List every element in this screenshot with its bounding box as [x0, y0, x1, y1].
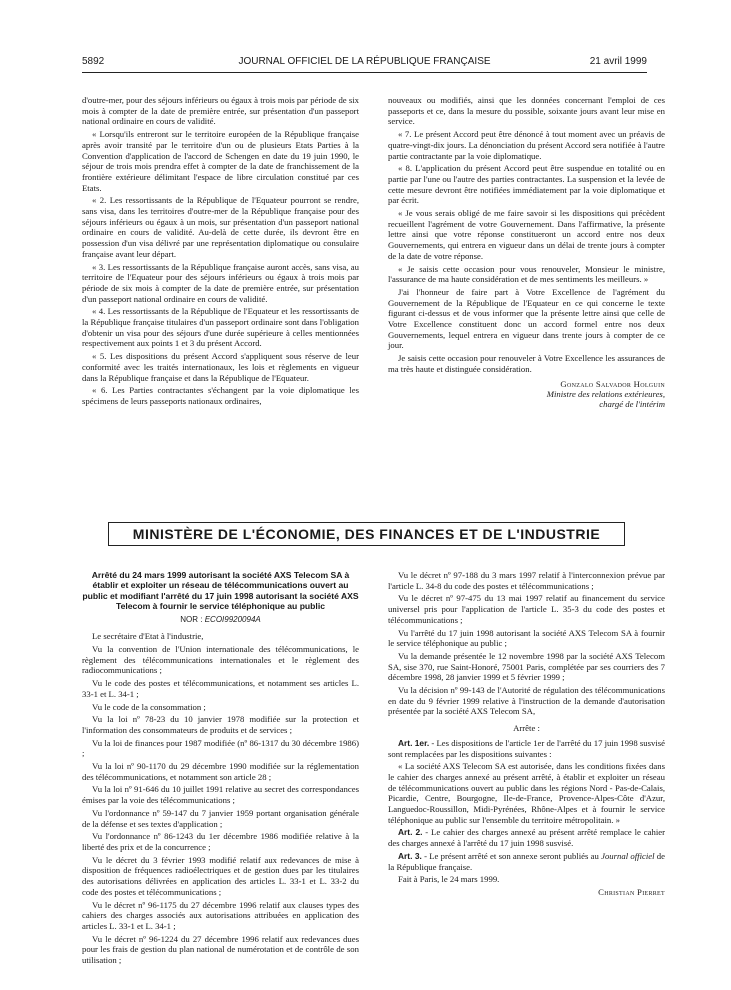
- page-number: 5892: [82, 56, 105, 67]
- paragraph: « Je vous serais obligé de me faire savoir si les dispositions qui précèdent recueillent l'agrément de votre Gouvernement. Dans l'affirmative, la présente lettre ainsi que votre réponse constitueront un accord entre nos deux Gouvernements, qui entrera en vigueur dans un délai de trente jours à compter de la date de votre réponse.: [388, 208, 665, 261]
- nor-reference: [82, 615, 359, 626]
- paragraph: Vu le décret du 3 février 1993 modifié relatif aux redevances de mise à disposition de fréquences radioélectriques et de gestion dues par les titulaires des autorisations délivrées en application des articles L. 33-1 et L. 33-2 du code des postes et télécommunications ;: [82, 854, 359, 897]
- signature-block: [388, 379, 665, 410]
- paragraph: Vu l'ordonnance nº 86-1243 du 1er décembre 1986 modifiée relative à la liberté des prix et de la concurrence ;: [82, 831, 359, 852]
- paragraph: Vu la loi nº 90-1170 du 29 décembre 1990 modifiée sur la réglementation des télécommunications, et notamment son article 28 ;: [82, 761, 359, 782]
- paragraph: Vu la convention de l'Union internationale des télécommunications, le règlement des télécommunications internationales et le règlement des radiocommunications ;: [82, 644, 359, 676]
- paragraph: « 5. Les dispositions du présent Accord s'appliquent sous réserve de leur conformité avec les traités internationaux, les lois et règlements en vigueur dans la République française et dans la République de l'Equateur.: [82, 351, 359, 383]
- paragraph: « 7. Le présent Accord peut être dénoncé à tout moment avec un préavis de quatre-vingt-dix jours. La dénonciation du présent Accord sera notifiée à l'autre partie contractante par la voie diplomatique.: [388, 129, 665, 161]
- article-label: Art. 2.: [398, 827, 423, 838]
- paragraph: Vu l'ordonnance nº 59-147 du 7 janvier 1959 portant organisation générale de la défense et ses textes d'application ;: [82, 807, 359, 829]
- fait-a-paris: Fait à Paris, le 24 mars 1999.: [398, 874, 500, 885]
- article-label: Art. 1er.: [398, 737, 430, 748]
- paragraph: Vu la demande présentée le 12 novembre 1998 par la société AXS Telecom SA, sise 370, rue Saint-Honoré, 75001 Paris, complétée par ses courriers des 7 décembre 1998, 28 janvier 1999 et 5 février 1999 ;: [388, 650, 665, 683]
- paragraph: « 8. L'application du présent Accord peut être suspendue en totalité ou en partie par l'une ou l'autre des parties contractantes. La suspension et la levée de cette mesure devront être notifiées immédiatement par la voie diplomatique et par écrit.: [388, 163, 665, 206]
- paragraph: Vu le code de la consommation ;: [92, 701, 206, 712]
- journal-title: JOURNAL OFFICIEL DE LA RÉPUBLIQUE FRANÇAISE: [238, 56, 491, 67]
- header-rule: [82, 72, 647, 73]
- article-1: [388, 738, 665, 759]
- paragraph: d'outre-mer, pour des séjours inférieurs ou égaux à trois mois par période de six mois à compter de la date de première entrée, sur présentation d'un passeport national ordinaire en cours de validité.: [82, 95, 359, 127]
- paragraph: Vu la décision nº 99-143 de l'Autorité de régulation des télécommunications en date du 9 février 1999 relative à l'instruction de la demande d'autorisation présentée par la société AXS Telecom SA,: [388, 685, 665, 717]
- signatory-role: chargé de l'intérim: [599, 399, 665, 410]
- paragraph: Vu l'arrêté du 17 juin 1998 autorisant la société AXS Telecom SA à fournir le service téléphonique au public ;: [388, 627, 665, 649]
- left-column-decree: [82, 570, 359, 968]
- decree-title: Arrêté du 24 mars 1999 autorisant la société AXS Telecom SA à établir et exploiter un réseau de télécommunications ouvert au public et modifiant l'arrêté du 17 juin 1998 autorisant la société AXS Telecom à fournir le service téléphonique au public: [82, 570, 359, 612]
- left-column-top: [82, 95, 359, 409]
- paragraph: nouveaux ou modifiés, ainsi que les données concernant l'emploi de ces passeports et ce, dans la mesure du possible, soixante jours avant leur mise en service.: [388, 95, 665, 127]
- paragraph: Vu le décret nº 96-1224 du 27 décembre 1996 relatif aux redevances dues pour les frais de gestion du plan national de numérotation et de contrôle de son utilisation ;: [82, 933, 359, 966]
- ministry-heading: MINISTÈRE DE L'ÉCONOMIE, DES FINANCES ET DE L'INDUSTRIE: [108, 522, 625, 546]
- paragraph: « 4. Les ressortissants de la République de l'Equateur et les ressortissants de la République française titulaires d'un passeport ordinaire sont dans l'obligation d'obtenir un visa pour des séjours d'une durée supérieure à celles mentionnées respectivement aux points 1 et 3 du présent Accord.: [82, 306, 359, 349]
- paragraph: « Lorsqu'ils entreront sur le territoire européen de la République française après avoir transité par le territoire d'un ou de plusieurs Etats Parties à la Convention d'application de l'accord de Schengen en date du 19 juin 1990, le séjour de trois mois prendra effet à compter de la date de franchissement de la frontière extérieure délimitant l'espace de libre circulation constitué par ces Etats.: [82, 129, 359, 193]
- paragraph: J'ai l'honneur de faire part à Votre Excellence de l'agrément du Gouvernement de la République de l'Equateur en ce qui concerne le texte figurant ci-dessus et de vous informer que la présente lettre ainsi que celle de Votre Excellence constituent donc un accord formel entre nos deux Gouvernements, lequel entrera en vigueur dans trente jours à compter de ce jour.: [388, 286, 665, 351]
- article-3: [388, 851, 665, 872]
- article-text: - Le cahier des charges annexé au présent arrêté remplace le cahier des charges annexé à l'arrêté du 17 juin 1998 susvisé.: [388, 827, 665, 849]
- paragraph: Le secrétaire d'Etat à l'industrie,: [92, 631, 204, 642]
- article-2: [388, 827, 665, 848]
- paragraph: Vu le décret nº 96-1175 du 27 décembre 1996 relatif aux clauses types des cahiers des charges associés aux autorisations attribuées en application des articles L. 33-1 et L. 34-1 ;: [82, 899, 359, 931]
- article-text: de la République française.: [388, 850, 665, 872]
- paragraph: Vu le décret nº 97-475 du 13 mai 1997 relatif au financement du service universel pris pour l'application de l'article L. 35-3 du code des postes et télécommunications ;: [388, 593, 665, 625]
- article-text: - Les dispositions de l'article 1er de l'arrêté du 17 juin 1998 susvisé sont remplacées par les dispositions suivantes :: [388, 737, 665, 759]
- paragraph: « 2. Les ressortissants de la République de l'Equateur pourront se rendre, sans visa, dans les territoires d'outre-mer de la République française pour des séjours inférieurs ou égaux à un mois, sur présentation d'un passeport national ordinaire en cours de validité. Au-delà de cette durée, ils devront être en possession d'un visa délivré par une représentation diplomatique ou consulaire française avant leur départ.: [82, 195, 359, 259]
- signatory-name: Gonzalo Salvador Holguin: [560, 378, 665, 389]
- paragraph: Vu le code des postes et télécommunications, et notamment ses articles L. 33-1 et L. 34-1 ;: [82, 678, 359, 699]
- signatory-role: Ministre des relations extérieures,: [546, 389, 665, 400]
- paragraph: « 3. Les ressortissants de la République française auront accès, sans visa, au territoire de l'Equateur pour des séjours inférieurs ou égaux à trois mois par période de six mois à compter de la date de première entrée, sur présentation d'un passeport national ordinaire en cours de validité.: [82, 261, 359, 304]
- paragraph: Vu le décret nº 97-188 du 3 mars 1997 relatif à l'interconnexion prévue par l'article L. 34-8 du code des postes et télécommunications ;: [388, 570, 665, 591]
- issue-date: 21 avril 1999: [589, 56, 647, 67]
- article-1-quote: « La société AXS Telecom SA est autorisée, dans les conditions fixées dans le cahier des charges annexé au présent arrêté, à établir et exploiter un réseau de télécommunications ouvert au public dans les régions Nord - Pas-de-Calais, Picardie, Centre, Bourgogne, Ile-de-France, Provence-Alpes-Côte d'Azur, Languedoc-Roussillon, Midi-Pyrénées, Rhône-Alpes et à fournir le service téléphonique au public sur l'ensemble du territoire métropolitain. »: [388, 761, 665, 825]
- paragraph: Vu la loi nº 78-23 du 10 janvier 1978 modifiée sur la protection et l'information des consommateurs de produits et de services ;: [82, 714, 359, 735]
- journal-name: Journal officiel: [601, 850, 655, 861]
- paragraph: Vu la loi de finances pour 1987 modifiée (nº 86-1317 du 30 décembre 1986) ;: [82, 737, 359, 759]
- right-column-decree: [388, 570, 665, 898]
- article-text: - Le présent arrêté et son annexe seront publiés au: [421, 850, 602, 861]
- right-column-top: [388, 95, 665, 409]
- nor-code: ECOI9920094A: [204, 614, 261, 624]
- arrete-label: Arrête :: [513, 723, 540, 734]
- signatory-name: Christian Pierret: [598, 886, 665, 897]
- paragraph: Vu la loi nº 91-646 du 10 juillet 1991 relative au secret des correspondances émises par la voie des télécommunications ;: [82, 784, 359, 806]
- page-header: [82, 56, 647, 70]
- article-label: Art. 3.: [398, 850, 422, 861]
- paragraph: « Je saisis cette occasion pour vous renouveler, Monsieur le ministre, l'assurance de ma haute considération et de mes sentiments les meilleurs. »: [388, 263, 665, 285]
- paragraph: Je saisis cette occasion pour renouveler à Votre Excellence les assurances de ma très haute et distinguée considération.: [388, 353, 665, 374]
- nor-label: NOR :: [180, 614, 203, 624]
- paragraph: « 6. Les Parties contractantes s'échangent par la voie diplomatique les spécimens de leurs passeports nationaux ordinaires,: [82, 385, 359, 406]
